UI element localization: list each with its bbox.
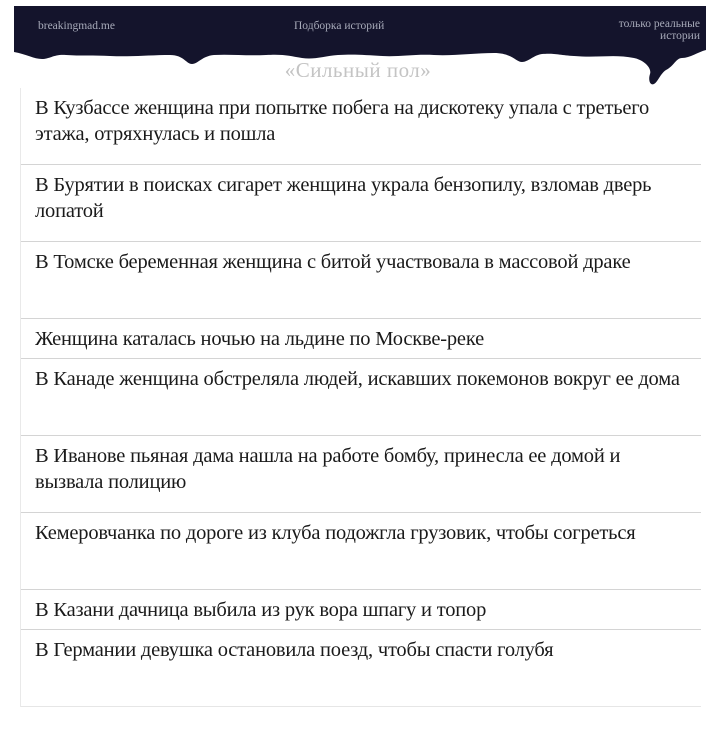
story-item-1: В Кузбассе женщина при попытке побега на дискотеку упала с третьего этажа, отряхнулась и пошла: [21, 88, 701, 165]
story-item-6: В Иванове пьяная дама нашла на работе бомбу, принесла ее домой и вызвала полицию: [21, 436, 701, 513]
story-item-8: В Казани дачница выбила из рук вора шпагу и топор: [21, 590, 701, 630]
story-item-3: В Томске беременная женщина с битой участвовала в массовой драке: [21, 242, 701, 319]
story-item-7: Кемеровчанка по дороге из клуба подожгла грузовик, чтобы согреться: [21, 513, 701, 590]
collection-label: Подборка историй: [294, 20, 385, 32]
story-item-4: Женщина каталась ночью на льдине по Москве-реке: [21, 319, 701, 359]
site-name: breakingmad.me: [38, 20, 115, 32]
tagline-line-1: только реальные: [618, 18, 700, 30]
story-list: [20, 88, 701, 707]
tagline-line-2: истории: [660, 30, 700, 42]
page-title: «Сильный пол»: [284, 58, 432, 82]
tagline: [584, 18, 700, 42]
story-item-9: В Германии девушка остановила поезд, чтобы спасти голубя: [21, 630, 701, 707]
story-item-2: В Бурятии в поисках сигарет женщина украла бензопилу, взломав дверь лопатой: [21, 165, 701, 242]
story-item-5: В Канаде женщина обстреляла людей, искавших покемонов вокруг ее дома: [21, 359, 701, 436]
